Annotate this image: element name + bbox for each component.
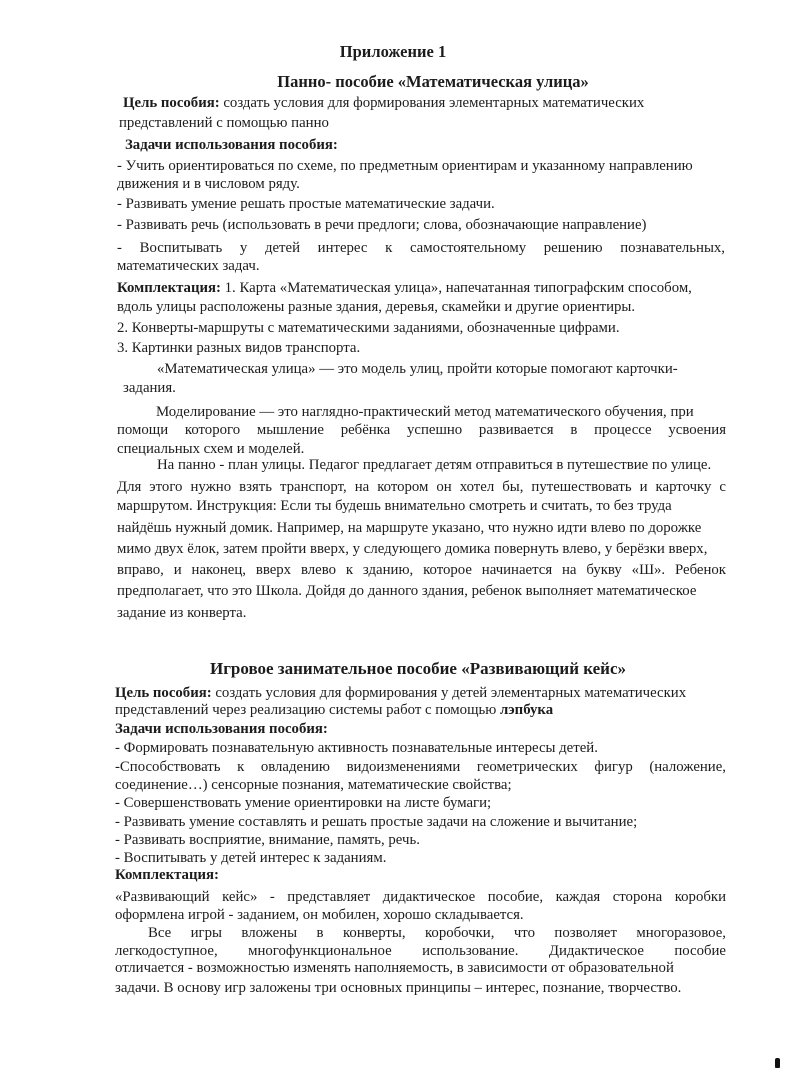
section1-goal <box>123 94 644 112</box>
section2-kit-line: задачи. В основу игр заложены три основных принципы – интерес, познание, творчество. <box>115 980 682 996</box>
section2-goal-label: Цель пособия: <box>115 685 212 701</box>
section1-task-line: - Развивать речь (использовать в речи предлоги; слова, обозначающие направление) <box>117 217 647 233</box>
section1-kit-line: вдоль улицы расположены разные здания, деревья, скамейки и другие ориентиры. <box>117 299 636 315</box>
section1-paragraph-line: Для этого нужно взять транспорт, на котором он хотел бы, путешествовать и карточку с <box>117 479 726 495</box>
section2-tasks-label: Задачи использования пособия: <box>115 721 328 737</box>
section2-goal-bold: лэпбука <box>499 702 554 718</box>
section2-task-line: - Формировать познавательную активность познавательные интересы детей. <box>115 740 598 756</box>
section1-kit <box>117 279 692 297</box>
section2-task-line: соединение…) сенсорные познания, математические свойства; <box>115 777 512 793</box>
section2-task-line: - Воспитывать у детей интерес к заданиям. <box>115 850 387 866</box>
section1-task-line: - Учить ориентироваться по схеме, по предметным ориентирам и указанному направлению <box>117 158 693 174</box>
section1-paragraph-line: помощи которого мышление ребёнка успешно развивается в процессе усвоения <box>117 422 726 438</box>
section2-kit-line: «Развивающий кейс» - представляет дидактическое пособие, каждая сторона коробки <box>115 889 726 905</box>
section2-kit-line: оформлена игрой - заданием, он мобилен, хорошо складывается. <box>115 907 524 923</box>
section1-paragraph-line: Моделирование — это наглядно-практический метод математического обучения, при <box>156 404 694 420</box>
section1-paragraph-line: На панно - план улицы. Педагог предлагает детям отправиться в путешествие по улице. <box>157 457 712 473</box>
section1-task-line: движения и в числовом ряду. <box>117 176 300 192</box>
section1-kit-line: 3. Картинки разных видов транспорта. <box>117 340 361 356</box>
section2-task-line: - Совершенствовать умение ориентировки на листе бумаги; <box>115 795 492 811</box>
section1-paragraph-line: специальных схем и моделей. <box>117 441 305 457</box>
section1-goal-cont: представлений с помощью панно <box>119 115 329 131</box>
section1-paragraph-line: вправо, и наконец, вверх влево к зданию, которое начинается на букву «Ш». Ребенок <box>117 562 726 578</box>
section1-paragraph-line: найдёшь нужный домик. Например, на маршруте указано, что нужно идти влево по дорожке <box>117 520 702 536</box>
section1-task-line: - Развивать умение решать простые математические задачи. <box>117 196 495 212</box>
section1-goal-text: создать условия для формирования элементарных математических <box>219 95 645 111</box>
section1-kit-label: Комплектация: <box>117 280 221 296</box>
section2-task-line: - Развивать восприятие, внимание, память, речь. <box>115 832 420 848</box>
section2-kit-label: Комплектация: <box>115 867 219 883</box>
section1-paragraph-line: задания. <box>123 380 176 396</box>
section1-paragraph-line: «Математическая улица» — это модель улиц, пройти которые помогают карточки- <box>157 361 678 377</box>
section2-goal-text-2: представлений через реализацию системы работ с помощью <box>115 702 500 718</box>
section2-goal-text: создать условия для формирования у детей элементарных математических <box>211 685 687 701</box>
scan-artifact-mark <box>775 1058 780 1068</box>
appendix-title: Приложение 1 <box>339 42 447 61</box>
section1-paragraph-line: задание из конверта. <box>117 605 247 621</box>
section1-kit-text: 1. Карта «Математическая улица», напечатанная типографским способом, <box>220 280 692 296</box>
section2-goal <box>115 684 686 702</box>
section2-kit-line: отличается - возможностью изменять наполняемость, в зависимости от образовательной <box>115 960 674 976</box>
section1-task-line: - Воспитывать у детей интерес к самостоятельному решению познавательных, <box>117 240 725 256</box>
section2-kit-line: Все игры вложены в конверты, коробочки, что позволяет многоразовое, <box>148 925 726 941</box>
section2-task-line: - Развивать умение составлять и решать простые задачи на сложение и вычитание; <box>115 814 638 830</box>
section1-tasks-label: Задачи использования пособия: <box>125 137 338 153</box>
section1-kit-line: 2. Конверты-маршруты с математическими заданиями, обозначенные цифрами. <box>117 320 620 336</box>
section1-paragraph-line: предполагает, что это Школа. Дойдя до данного здания, ребенок выполняет математическое <box>117 583 697 599</box>
section2-title: Игровое занимательное пособие «Развивающий кейс» <box>209 659 627 678</box>
section2-kit-line: легкодоступное, многофункциональное использование. Дидактическое пособие <box>115 943 726 959</box>
section1-title: Панно- пособие «Математическая улица» <box>277 72 589 91</box>
section2-task-line: -Способствовать к овладению видоизменениями геометрических фигур (наложение, <box>115 759 726 775</box>
section1-paragraph-line: мимо двух ёлок, затем пройти вверх, у следующего домика повернуть влево, у берёзки вверх, <box>117 541 708 557</box>
section1-paragraph-line: маршрутом. Инструкция: Если ты будешь внимательно смотреть и считать, то без труда <box>117 498 672 514</box>
section1-goal-label: Цель пособия: <box>123 95 220 111</box>
section2-goal-cont <box>115 701 553 719</box>
section1-task-line: математических задач. <box>117 258 260 274</box>
